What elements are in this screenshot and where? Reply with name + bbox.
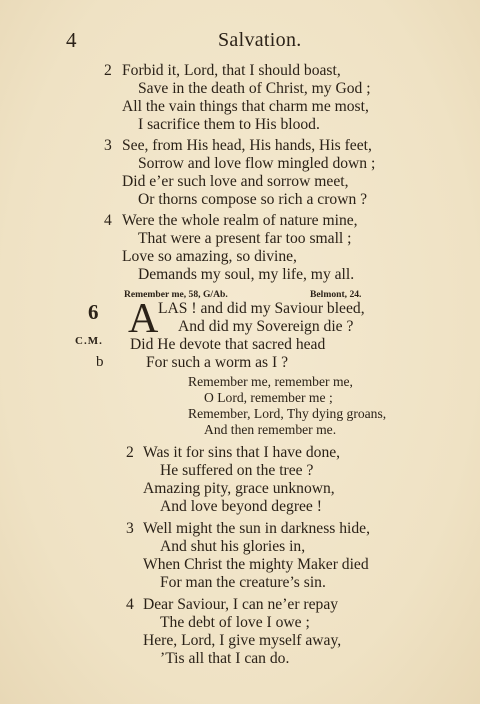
verse-number: 4 [126, 596, 134, 613]
verse-line: Or thorns compose so rich a crown ? [138, 191, 368, 208]
chorus-line: Remember me, remember me, [188, 374, 353, 389]
verse-line: The debt of love I owe ; [160, 614, 310, 631]
verse-line: LAS ! and did my Saviour bleed, [158, 300, 365, 317]
verse-line: Dear Saviour, I can ne’er repay [143, 596, 339, 613]
verse-number: 4 [104, 212, 112, 229]
verse-line: Were the whole realm of nature mine, [122, 212, 358, 229]
verse-line: Did He devote that sacred head [130, 336, 326, 353]
hymn-meter: C.M. [75, 335, 103, 347]
verse-line: And did my Sovereign die ? [178, 318, 354, 335]
verse-number: 2 [104, 62, 112, 79]
verse-line: Demands my soul, my life, my all. [138, 266, 355, 283]
verse-line: When Christ the mighty Maker died [143, 556, 369, 573]
verse-line: Did e’er such love and sorrow meet, [122, 173, 349, 190]
verse-line: See, from His head, His hands, His feet, [122, 137, 372, 154]
verse-line: All the vain things that charm me most, [122, 98, 369, 115]
verse-line: Forbid it, Lord, that I should boast, [122, 62, 341, 79]
chorus-line: And then remember me. [204, 422, 337, 437]
verse-line: Love so amazing, so divine, [122, 248, 297, 265]
tune-name-right: Belmont, 24. [310, 289, 362, 300]
verse-line: Sorrow and love flow mingled down ; [138, 155, 376, 172]
verse-line: Save in the death of Christ, my God ; [138, 80, 371, 97]
verse-line: Was it for sins that I have done, [143, 444, 341, 461]
hymn-key: b [96, 354, 104, 370]
chorus-line: Remember, Lord, Thy dying groans, [188, 406, 387, 421]
verse-line: I sacrifice them to His blood. [138, 116, 320, 133]
verse-line: Amazing pity, grace unknown, [143, 480, 335, 497]
chorus-line: O Lord, remember me ; [204, 390, 333, 405]
verse-line: That were a present far too small ; [138, 230, 352, 247]
verse-line: Here, Lord, I give myself away, [143, 632, 342, 649]
drop-cap: A [128, 296, 159, 342]
verse-line: Well might the sun in darkness hide, [143, 520, 370, 537]
verse-line: ’Tis all that I can do. [160, 650, 290, 667]
verse-number: 3 [126, 520, 134, 537]
verse-number: 2 [126, 444, 134, 461]
verse-line: For such a worm as I ? [146, 354, 289, 371]
verse-line: He suffered on the tree ? [160, 462, 314, 479]
section-title: Salvation. [218, 29, 302, 51]
page-number: 4 [66, 28, 77, 52]
hymn-number: 6 [88, 300, 99, 324]
tune-name-left: Remember me, 58, G/Ab. [124, 289, 228, 300]
verse-line: And love beyond degree ! [160, 498, 322, 515]
verse-number: 3 [104, 137, 112, 154]
verse-line: And shut his glories in, [160, 538, 306, 555]
verse-line: For man the creature’s sin. [160, 574, 326, 591]
